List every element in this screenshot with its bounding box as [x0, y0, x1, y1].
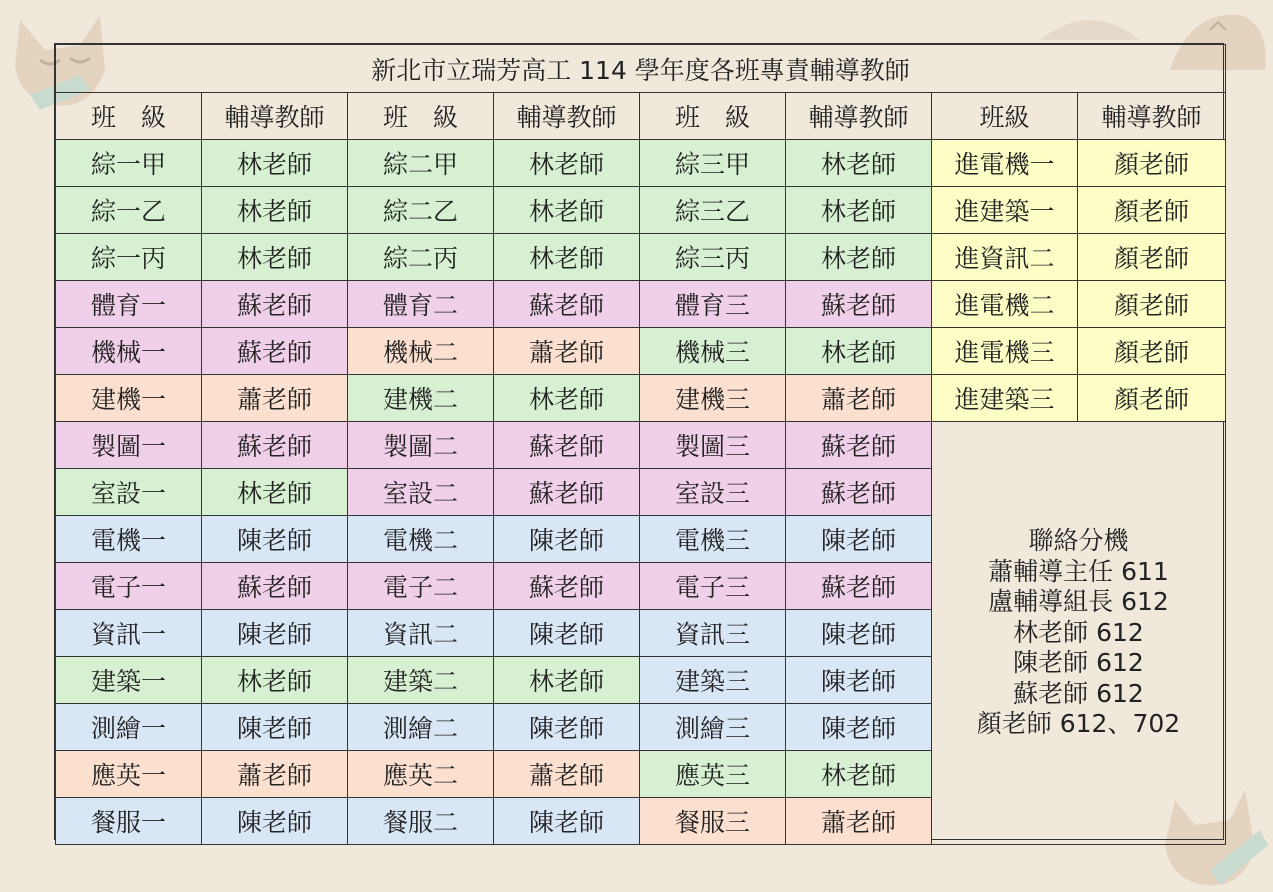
- class-cell: 進資訊二: [932, 234, 1078, 281]
- table-row: [56, 234, 1226, 281]
- class-cell: 進建築三: [932, 375, 1078, 422]
- header-class: 班 級: [640, 93, 786, 140]
- contact-extensions: [932, 422, 1226, 845]
- class-cell: 綜一乙: [56, 187, 202, 234]
- teacher-cell: 蘇老師: [494, 281, 640, 328]
- class-cell: 建機二: [348, 375, 494, 422]
- teacher-cell: 蘇老師: [786, 281, 932, 328]
- teacher-cell: 林老師: [202, 657, 348, 704]
- teacher-cell: 蘇老師: [494, 422, 640, 469]
- teacher-cell: 林老師: [786, 234, 932, 281]
- teacher-cell: 林老師: [786, 751, 932, 798]
- class-cell: 測繪三: [640, 704, 786, 751]
- class-cell: 資訊一: [56, 610, 202, 657]
- table-row: [56, 328, 1226, 375]
- header-class: 班 級: [348, 93, 494, 140]
- teacher-cell: 蕭老師: [202, 751, 348, 798]
- teacher-cell: 顏老師: [1078, 187, 1226, 234]
- class-cell: 應英三: [640, 751, 786, 798]
- class-cell: 應英一: [56, 751, 202, 798]
- table-row: [56, 422, 1226, 469]
- class-cell: 綜二丙: [348, 234, 494, 281]
- teacher-cell: 顏老師: [1078, 375, 1226, 422]
- class-cell: 進電機一: [932, 140, 1078, 187]
- class-cell: 餐服二: [348, 798, 494, 845]
- teacher-cell: 蘇老師: [202, 328, 348, 375]
- contact-line: 蘇老師 612: [1013, 678, 1144, 708]
- class-cell: 進電機二: [932, 281, 1078, 328]
- header-class: 班級: [932, 93, 1078, 140]
- class-cell: 進建築一: [932, 187, 1078, 234]
- teacher-cell: 蕭老師: [786, 798, 932, 845]
- class-cell: 綜三丙: [640, 234, 786, 281]
- table-row: [56, 281, 1226, 328]
- class-cell: 餐服一: [56, 798, 202, 845]
- class-cell: 建築二: [348, 657, 494, 704]
- class-cell: 電子一: [56, 563, 202, 610]
- class-cell: 電子二: [348, 563, 494, 610]
- class-cell: 體育三: [640, 281, 786, 328]
- teacher-cell: 陳老師: [786, 610, 932, 657]
- class-cell: 測繪一: [56, 704, 202, 751]
- teacher-cell: 蘇老師: [202, 281, 348, 328]
- class-cell: 應英二: [348, 751, 494, 798]
- header-teacher: 輔導教師: [786, 93, 932, 140]
- teacher-cell: 林老師: [786, 328, 932, 375]
- class-cell: 機械三: [640, 328, 786, 375]
- teacher-cell: 陳老師: [786, 657, 932, 704]
- class-cell: 製圖二: [348, 422, 494, 469]
- teacher-cell: 林老師: [202, 234, 348, 281]
- table-row: [56, 187, 1226, 234]
- teacher-cell: 陳老師: [494, 798, 640, 845]
- teacher-cell: 林老師: [494, 234, 640, 281]
- contact-line: 蕭輔導主任 611: [988, 556, 1169, 586]
- contact-line: 顏老師 612、702: [976, 709, 1181, 739]
- teacher-cell: 林老師: [786, 187, 932, 234]
- teacher-cell: 蘇老師: [494, 563, 640, 610]
- class-cell: 建機三: [640, 375, 786, 422]
- class-cell: 室設三: [640, 469, 786, 516]
- contact-heading: 聯絡分機: [1028, 526, 1129, 556]
- teacher-cell: 陳老師: [494, 516, 640, 563]
- class-cell: 電機二: [348, 516, 494, 563]
- class-cell: 製圖三: [640, 422, 786, 469]
- table-row: [56, 140, 1226, 187]
- teacher-cell: 陳老師: [202, 798, 348, 845]
- teacher-cell: 蘇老師: [494, 469, 640, 516]
- class-cell: 餐服三: [640, 798, 786, 845]
- class-cell: 體育二: [348, 281, 494, 328]
- teacher-cell: 蕭老師: [494, 751, 640, 798]
- class-cell: 綜三甲: [640, 140, 786, 187]
- teacher-cell: 顏老師: [1078, 281, 1226, 328]
- teacher-cell: 林老師: [202, 469, 348, 516]
- teacher-cell: 陳老師: [786, 516, 932, 563]
- teacher-cell: 林老師: [494, 375, 640, 422]
- class-cell: 電子三: [640, 563, 786, 610]
- teacher-cell: 蕭老師: [786, 375, 932, 422]
- class-cell: 建機一: [56, 375, 202, 422]
- table-row: [56, 375, 1226, 422]
- teacher-cell: 蕭老師: [494, 328, 640, 375]
- teacher-cell: 蘇老師: [786, 422, 932, 469]
- teacher-cell: 蘇老師: [786, 563, 932, 610]
- teacher-cell: 蘇老師: [202, 422, 348, 469]
- class-cell: 綜二甲: [348, 140, 494, 187]
- teacher-cell: 陳老師: [494, 704, 640, 751]
- advisor-table: [55, 44, 1226, 845]
- page-title: 新北市立瑞芳高工 114 學年度各班專責輔導教師: [56, 45, 1226, 93]
- teacher-cell: 顏老師: [1078, 140, 1226, 187]
- teacher-cell: 林老師: [494, 657, 640, 704]
- teacher-cell: 林老師: [202, 187, 348, 234]
- class-cell: 建築三: [640, 657, 786, 704]
- class-cell: 室設一: [56, 469, 202, 516]
- teacher-cell: 顏老師: [1078, 328, 1226, 375]
- cat-illustration-icon: [1030, 0, 1150, 45]
- class-cell: 機械二: [348, 328, 494, 375]
- class-cell: 進電機三: [932, 328, 1078, 375]
- class-cell: 綜一丙: [56, 234, 202, 281]
- class-cell: 電機一: [56, 516, 202, 563]
- teacher-cell: 蕭老師: [202, 375, 348, 422]
- class-cell: 電機三: [640, 516, 786, 563]
- teacher-cell: 蘇老師: [202, 563, 348, 610]
- teacher-cell: 陳老師: [202, 516, 348, 563]
- class-cell: 資訊三: [640, 610, 786, 657]
- header-class: 班 級: [56, 93, 202, 140]
- teacher-cell: 林老師: [202, 140, 348, 187]
- header-teacher: 輔導教師: [1078, 93, 1226, 140]
- class-cell: 體育一: [56, 281, 202, 328]
- class-cell: 建築一: [56, 657, 202, 704]
- advisor-table-container: [54, 43, 1224, 840]
- teacher-cell: 陳老師: [494, 610, 640, 657]
- contact-line: 陳老師 612: [1013, 648, 1144, 678]
- teacher-cell: 林老師: [494, 187, 640, 234]
- class-cell: 製圖一: [56, 422, 202, 469]
- class-cell: 綜一甲: [56, 140, 202, 187]
- class-cell: 綜二乙: [348, 187, 494, 234]
- teacher-cell: 陳老師: [202, 610, 348, 657]
- teacher-cell: 陳老師: [786, 704, 932, 751]
- class-cell: 測繪二: [348, 704, 494, 751]
- teacher-cell: 蘇老師: [786, 469, 932, 516]
- teacher-cell: 陳老師: [202, 704, 348, 751]
- header-teacher: 輔導教師: [202, 93, 348, 140]
- contact-line: 林老師 612: [1013, 617, 1144, 647]
- teacher-cell: 顏老師: [1078, 234, 1226, 281]
- teacher-cell: 林老師: [494, 140, 640, 187]
- class-cell: 室設二: [348, 469, 494, 516]
- contact-line: 盧輔導組長 612: [988, 587, 1169, 617]
- class-cell: 資訊二: [348, 610, 494, 657]
- class-cell: 機械一: [56, 328, 202, 375]
- teacher-cell: 林老師: [786, 140, 932, 187]
- class-cell: 綜三乙: [640, 187, 786, 234]
- header-teacher: 輔導教師: [494, 93, 640, 140]
